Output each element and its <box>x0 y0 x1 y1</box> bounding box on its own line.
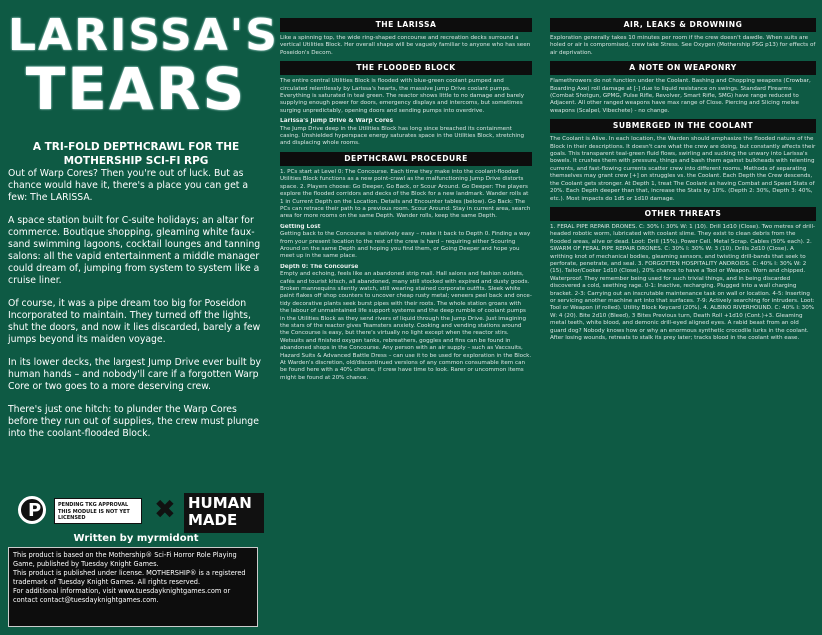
section-body: Exploration generally takes 10 minutes per room if the crew doesn't dawdle. When suits are holed or air is compromised, crew take Stress. See Oxygen (Mothership PSG p13) for effects of air deprivation. <box>550 35 816 56</box>
section-body: The Coolant is Alive. In each location, the Warden should emphasize the flooded nature of the Block in their descriptions. It doesn't care what the crew are doing, but constantly affects their goals. This transparent teal-green fluid flows, swirling and sucking the unwary into Larissa's bowels. It crushes them with pressure, things and bash them against bulkheads with relenting currents, and fast-flowing currents scatter crew into different rooms. Methods of separating themselves may grant crew [+] on struggles vs. the Coolant. Each Depth the Crew descends, the Coolant gets stronger. At Depth 1, treat The Coolant as having Combat and Speed Stats of 20%. Each Depth deeper than that, increase the Stats by 10%. (Depth 2: 30%, Depth 3: 40%, etc.). Most impacts do 1d5 or 1d10 damage. <box>550 136 816 202</box>
cross-icon: ✖ <box>154 495 176 525</box>
logo-row <box>8 493 264 533</box>
title-line-2: TEARS <box>25 55 247 123</box>
sub-heading: Larissa's Jump Drive & Warp Cores <box>280 118 394 125</box>
author-credit: Written by myrmidont <box>73 533 199 544</box>
license-line: This product is published under license. MOTHERSHIP® is a registered trademark of Tuesday Knight Games. All rights reserved. <box>13 569 246 586</box>
pending-approval-badge: PENDING TKG APPROVAL THIS MODULE IS NOT YET LICENSED <box>54 498 142 524</box>
section-heading-larissa: THE LARISSA <box>280 18 532 32</box>
section-heading-weaponry: A NOTE ON WEAPONRY <box>550 61 816 75</box>
license-line: For additional information, visit www.tuesdayknightgames.com or contact contact@tuesdayknightgames.com. <box>13 587 231 604</box>
title-line-1: LARISSA'S <box>8 10 279 61</box>
section-heading-flooded-block: THE FLOODED BLOCK <box>280 61 532 75</box>
intro <box>8 168 264 440</box>
intro-paragraph: There's just one hitch: to plunder the Warp Cores before they run out of supplies, the crew must plunge into the coolant-flooded Block. <box>8 404 259 439</box>
intro-paragraph: Out of Warp Cores? Then you're out of luck. But as chance would have it, there's a place you can get a few: The LARISSA. <box>8 168 249 203</box>
third-party-logo-icon: P <box>18 496 46 524</box>
section-body: The entire central Utilities Block is flooded with blue-green coolant pumped and circulated relentlessly by Larissa's hearts, the massive Jump Drive coolant pumps. Everything is saturated in teal green. The reactor shows little to no damage and barely supplying enough power for doors, emergency displays and intercoms, but sometimes surging unpredictably, opening doors and sending pumps into overdrive. <box>280 78 525 114</box>
right-column <box>550 14 816 345</box>
section-heading-air: AIR, LEAKS & DROWNING <box>550 18 816 32</box>
section-heading-submerged: SUBMERGED IN THE COOLANT <box>550 119 816 133</box>
subtitle-line-1: A TRI-FOLD DEPTHCRAWL FOR THE <box>32 141 240 153</box>
license-box <box>8 547 258 627</box>
section-body: The Jump Drive deep in the Utilities Block has long since breached its containment casing. Unshielded hyperspace energy saturates space in the Utilities Block, stretching and displacing whole rooms. <box>280 125 525 147</box>
intro-paragraph: Of course, it was a pipe dream too big for Poseidon Incorporated to maintain. They turned off the lights, shut the doors, and now it lies discarded, barely a few jumps beyond its maiden voyage. <box>8 298 261 345</box>
section-heading-threats: OTHER THREATS <box>550 207 816 221</box>
intro-paragraph: In its lower decks, the largest Jump Drive ever built by human hands – and nobody'll care if a forgotten Warp Core or two goes to a more deserving crew. <box>8 357 262 392</box>
subtitle-line-2: MOTHERSHIP SCI-FI RPG <box>63 155 209 167</box>
section-body: Like a spinning top, the wide ring-shaped concourse and recreation decks surround a vertical Utilities Block. Her overall shape will be vaguely familiar to anyone who has seen Poseidon's Decom. <box>280 35 531 56</box>
subtitle <box>8 140 264 168</box>
human-made-logo: HUMAN MADE <box>184 493 264 533</box>
section-body: 1. PCs start at Level 0: The Concourse. Each time they make into the coolant-flooded Utilities Block functions as a new point-crawl as the malfunctioning Jump Drive distorts space. 2. Players choose: Go Deeper, Go Back, or Scour Around. Go Deeper: The players explore the flooded corridors and decks of the Block for a new landmark. Wander rolls at 1 in Current Depth on the Location. Details and Encounter tables (below). Go Back: The PCs can retrace their path to a previous room. Scour Around: Stay in current area, search area for more rooms on the same Depth. Wander rolls, keep the same Depth. <box>280 168 531 220</box>
section-body: Empty and echoing, feels like an abandoned strip mall. Hall salons and fashion outlets, cafés and tourist kitsch, all abandoned, many still stocked with expired and dusty goods. Broken mannequins silently watch, still wearing stained corporate outfits. Sleek white paint flakes off shop counters to uncover cheap rusty metal; veneers peel back and once-tidy decorative plants seek burst pipes with their roots. The whole station groans with the labour of unmaintained life support systems and the deep rumble of coolant pumps in the Utilities Block as they send rivers of liquid through the Jump Drive. Just imagining the stars of the reactor gives Teamsters anxiety. Cooking and vending stations around the Concourse is easy, but there's virtually no light except when the reactor stirs. Wetsuits and finished oxygen tanks, rebreathers, goggles and fins can be found in abandoned shops in the Concourse. Any person with an air supply – such as Vaccsuits, Hazard Suits & Advanced Battle Dress – can use it to be used for exploration in the Block. At Warden's discretion, old/discontinued versions of any common consumable item can be found here with a 40% chance, if crew have time to look. Rarer or uncommon items might be found at 20% chance. <box>280 271 532 381</box>
section-body: Getting back to the Concourse is relatively easy – make it back to Depth 0. Finding a way from your present location to the rest of the crew is hard – requiring either Scouring Around on the same Depth and hoping you find them, or Going Deeper and hope you meet up in the same place. <box>280 231 531 260</box>
sub-heading: Depth 0: The Concourse <box>280 263 359 270</box>
license-line: This product is based on the Mothership® Sci-Fi Horror Role Playing Game, published by Tuesday Knight Games. <box>13 551 237 568</box>
section-body: 1. FERAL PIPE REPAIR DRONES. C: 30% I: 30% W: 1 (10). Drill 1d10 (Close). Two metres of drill-headed robotic worm, lubricated with coolant slime. They exist to clean debris from the flooded areas, alive or dead. Loot: Drill (15%). Power Cell. Metal Scrap. Cables (50% each). 2. SWARM OF FERAL PIPE REPAIR DRONES. C: 30% I: 30% W: 3 (10). Drills 2d10 (Close). A writhing knot of mechanical bodies, gleaming sensors, and twisting drill-bands that seek to perforate, penetrate, and seal. 3. FORGOTTEN HOSPITALITY ANDROIDS. C: 40% I: 30% W: 2 (15). Tailor/Cooker 1d10 (Close), 20% chance to have a Tool or Weapon. Worn and chipped. Waterproof. They remember being used for such trivial things, and in being discarded discovered a cold, seething rage. 0-1: Inactive, recharging. Plugged into a wall charging bracket. 2-3: Carrying out an inscrutable maintenance task on wall or location. 4-5: Inserting or servicing another machine art into that surfaces. 7-9: Actively searching for intruders. Loot: Tool or Weapon (if rolled). Utility Block Keycard (20%). 4. ALBINO RIVERHOUND. C: 40% I: 30% W: 4 (20). Bite 2d10 (Bleed), 3 Bites Previous turn, Death Roll +1d10 (Cont.)+3. Gleaming metal teeth, white blood, and demonic drill-eyed aligned eyes. A rabid beast from an old guard dog? Nobody knows how or why an enormous synthetic crocodile lurks in the coolant. After losing wounds, retreats to stalk its prey later; tracks blood in the coolant with ease. <box>550 223 816 341</box>
sub-heading: Getting Lost <box>280 223 321 230</box>
middle-column <box>280 14 532 385</box>
intro-paragraph: A space station built for C-suite holidays; an altar for commerce. Boutique shopping, gleaming white faux-sand swimming lagoons, cocktail lounges and tanning salons: all the vapid entertainment a middle manager could dream of, jumping from system to system like a cruise liner. <box>8 215 261 286</box>
cover-column <box>8 0 279 451</box>
section-body: Flamethrowers do not function under the Coolant. Bashing and Chopping weapons (Crowbar, Boarding Axe) roll damage at [-] due to liquid resistance on swings. Standard Firearms (Combat Shotgun, GPMG, Pulse Rifle, Revolver, Smart Rifle, SMG) have range reduced to Adjacent. All other ranged weapons have max range of Close. Piercing and Slicing melee weapons (Scalpel, Vibechete) - no change. <box>550 78 811 114</box>
section-heading-procedure: DEPTHCRAWL PROCEDURE <box>280 152 532 166</box>
